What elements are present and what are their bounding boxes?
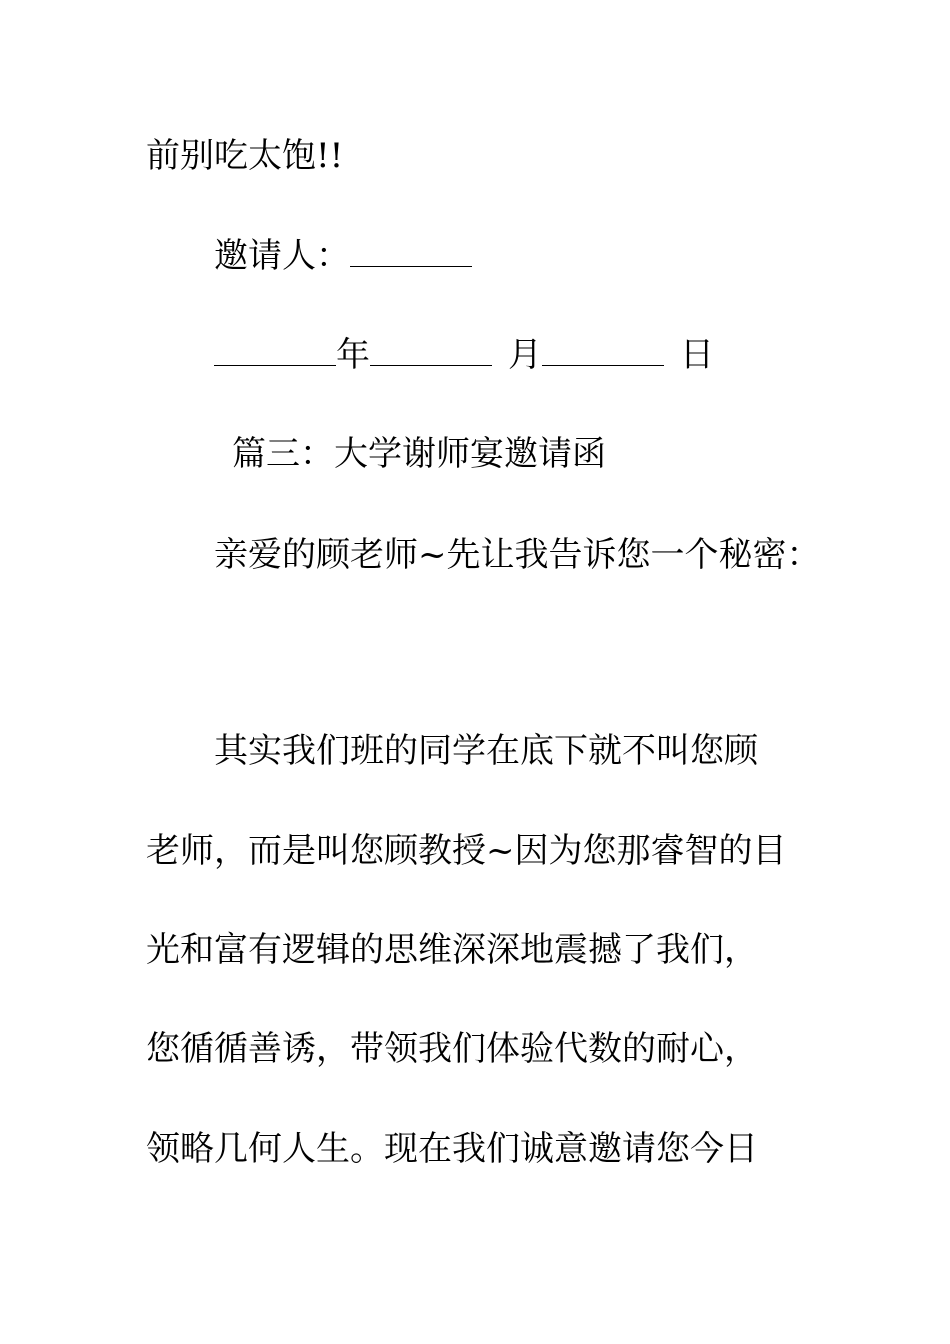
inviter-blank [350, 236, 472, 267]
body-line: 光和富有逻辑的思维深深地震撼了我们， [146, 930, 758, 970]
body-line: 领略几何人生。现在我们诚意邀请您今日 [146, 1129, 758, 1169]
year-label: 年 [336, 335, 370, 375]
date-line [214, 335, 714, 375]
day-label: 日 [680, 335, 714, 375]
month-label: 月 [508, 335, 542, 375]
section-title: 篇三：大学谢师宴邀请函 [232, 434, 606, 474]
inviter-line [214, 236, 472, 276]
salutation: 亲爱的顾老师~先让我告诉您一个秘密： [214, 535, 821, 575]
inviter-label: 邀请人： [214, 236, 350, 276]
year-blank [214, 335, 336, 366]
text-line: 前别吃太饱!! [146, 136, 344, 176]
body-line: 您循循善诱，带领我们体验代数的耐心， [146, 1029, 758, 1069]
day-blank [542, 335, 664, 366]
body-line: 其实我们班的同学在底下就不叫您顾 [214, 731, 758, 771]
body-line: 老师，而是叫您顾教授~因为您那睿智的目 [146, 831, 787, 871]
month-blank [370, 335, 492, 366]
